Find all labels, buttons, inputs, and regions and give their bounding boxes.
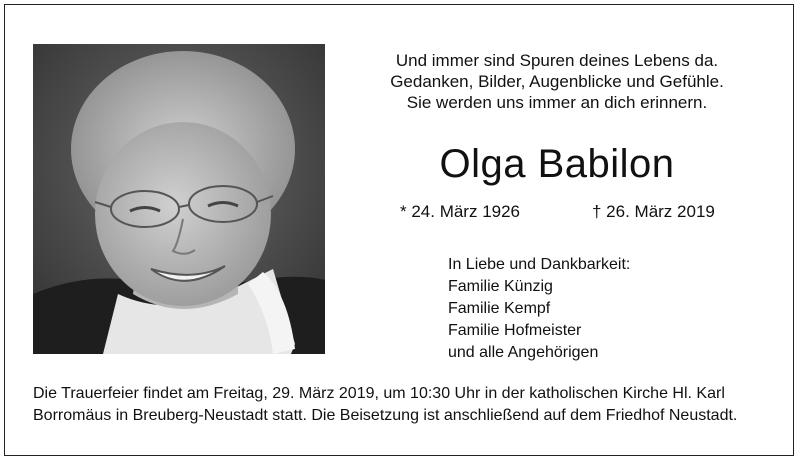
funeral-notice (33, 383, 768, 427)
mourners-list (448, 254, 630, 364)
poem-line: Und immer sind Spuren deines Lebens da. (395, 51, 719, 70)
portrait-photo (33, 44, 325, 354)
mourner-family: und alle Angehörigen (448, 344, 599, 361)
birth-date: * 24. März 1926 (400, 202, 521, 221)
death-date: † 26. März 2019 (592, 202, 715, 221)
mourner-family: Familie Hofmeister (448, 322, 582, 339)
deceased-name: Olga Babilon (439, 142, 675, 186)
memorial-poem (352, 50, 762, 113)
mourner-family: Familie Künzig (448, 278, 553, 295)
mourners-intro: In Liebe und Dankbarkeit: (448, 256, 631, 273)
notice-line: Borromäus in Breuberg-Neustadt statt. Die Beisetzung ist anschließend auf dem Friedhof Neustadt. (33, 407, 738, 424)
mourner-family: Familie Kempf (448, 300, 551, 317)
notice-line: Die Trauerfeier findet am Freitag, 29. März 2019, um 10:30 Uhr in der katholischen Kirche Hl. Karl (33, 385, 725, 402)
poem-line: Sie werden uns immer an dich erinnern. (406, 93, 708, 112)
poem-line: Gedanken, Bilder, Augenblicke und Gefühle. (390, 72, 724, 91)
